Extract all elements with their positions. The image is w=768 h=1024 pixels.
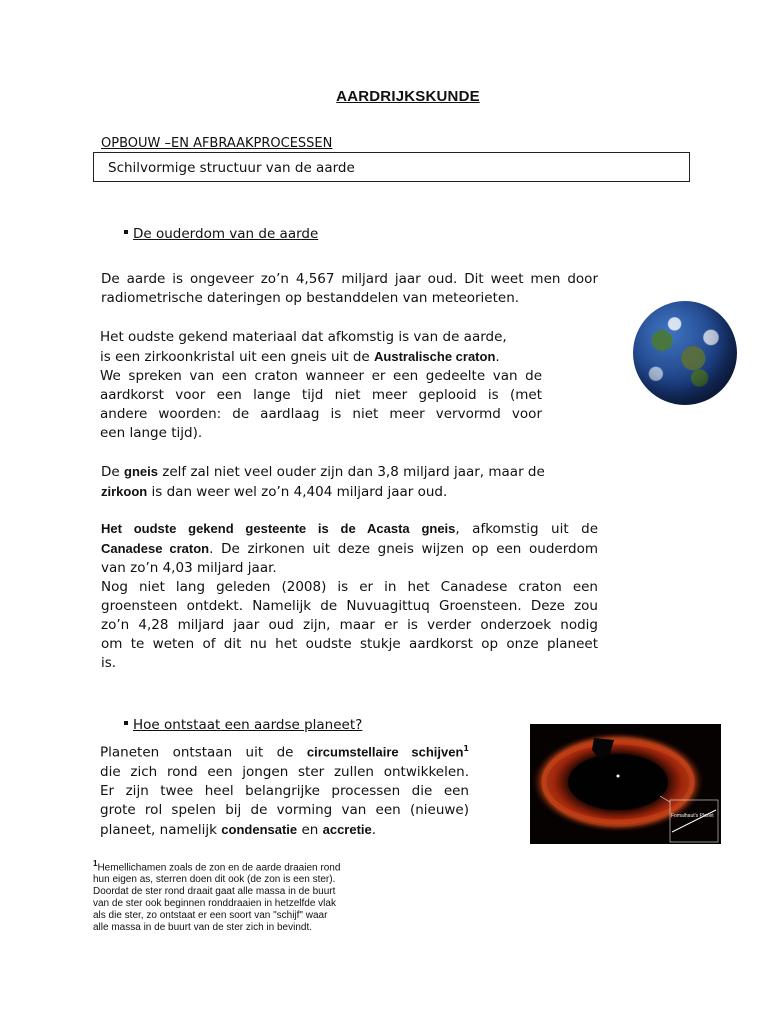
text-line: zirkoon is dan weer wel zo’n 4,404 miljard jaar oud. — [101, 484, 448, 500]
text-line: is. — [101, 655, 117, 671]
paragraph-oldest-material — [100, 328, 542, 443]
bold-term: Het oudste gekend gesteente is de Acasta gneis — [101, 521, 456, 536]
bold-term: Australische craton — [374, 349, 496, 364]
disk-image-drawing — [530, 724, 721, 844]
footnote-line: als die ster, zo ontstaat er een soort van "schijf" waar — [93, 910, 328, 922]
footnote-line: hun eigen as, sterren doen dit ook (de zon is een ster). — [93, 874, 336, 886]
disk-image-caption: Fomalhaut's Planet — [671, 813, 714, 819]
text-line: planeet, namelijk condensatie en accretie. — [100, 821, 377, 838]
footnote-line: van de ster ook beginnen ronddraaien in hetzelfde vlak — [93, 898, 336, 910]
bold-term: circumstellaire schijven — [306, 744, 464, 760]
bullet-marker — [124, 230, 128, 234]
footnote-line: $^1$Hemellichamen zoals de zon en de aarde draaien rond — [93, 859, 341, 874]
bullet-marker — [124, 721, 128, 725]
text-line: We spreken van een craton wanneer er een gedeelte van de — [100, 368, 542, 384]
text-line: van zo’n 4,03 miljard jaar. — [101, 560, 277, 576]
text-line: Nog niet lang geleden (2008) is er in het Canadese craton een — [101, 579, 598, 595]
bold-term: condensatie — [221, 821, 298, 837]
bold-term: gneis — [124, 464, 158, 479]
text-line: zo’n 4,28 miljard jaar oud zijn, maar er is verder onderzoek nodig — [101, 617, 598, 633]
circumstellar-disk-image — [530, 724, 721, 844]
paragraph-age — [101, 270, 598, 308]
text-line: Er zijn twee heel belangrijke processen die een — [100, 782, 469, 799]
section-heading: OPBOUW –EN AFBRAAKPROCESSEN — [101, 136, 333, 151]
bullet-label: Hoe ontstaat een aardse planeet? — [133, 717, 363, 733]
text-line: aardkorst voor een lange tijd niet meer geplooid is (met — [100, 387, 542, 403]
text-line: radiometrische dateringen op bestanddelen van meteorieten. — [101, 290, 520, 306]
bold-term: zirkoon — [101, 484, 148, 499]
earth-image — [633, 301, 737, 405]
paragraph-acasta — [101, 519, 598, 673]
footnote — [93, 858, 393, 934]
footnote-number: 1 — [93, 859, 98, 868]
text-line: De gneis zelf zal niet veel ouder zijn dan 3,8 miljard jaar, maar de — [101, 464, 545, 480]
paragraph-gneis — [101, 462, 581, 502]
text-line: Canadese craton. De zirkonen uit deze gneis wijzen op een ouderdom — [101, 541, 598, 557]
subheading-text: Schilvormige structuur van de aarde — [108, 160, 355, 176]
footnote-ref: 1 — [463, 744, 469, 753]
text-line: Het oudste gekend materiaal dat afkomstig is van de aarde, — [100, 329, 507, 345]
footnote-line: alle massa in de buurt van de ster zich in bevindt. — [93, 922, 313, 934]
bold-term: accretie — [322, 821, 372, 837]
text-line: Planeten ontstaan uit de circumstellaire schijven$^1$ — [100, 744, 469, 761]
paragraph-planet-formation — [100, 739, 469, 840]
text-line: is een zirkoonkristal uit een gneis uit de Australische craton. — [100, 349, 500, 365]
bullet-label: De ouderdom van de aarde — [133, 226, 319, 242]
bold-term: Canadese craton — [101, 541, 210, 556]
bullet-heading-planet — [124, 717, 362, 733]
page-title: AARDRIJKSKUNDE — [336, 88, 480, 105]
bullet-heading-age — [124, 226, 318, 242]
text-line: grote rol spelen bij de vorming van een (nieuwe) — [100, 801, 469, 818]
text-line: die zich rond een jongen ster zullen ontwikkelen. — [100, 763, 469, 780]
footnote-line: Doordat de ster rond draait gaat alle massa in de buurt — [93, 886, 336, 898]
text-line: een lange tijd). — [100, 425, 203, 441]
text-line: groensteen ontdekt. Namelijk de Nuvuagittuq Groensteen. Deze zou — [101, 598, 598, 614]
text-line: Het oudste gekend gesteente is de Acasta gneis, afkomstig uit de — [101, 521, 598, 537]
text-line: andere woorden: de aardlaag is niet meer vervormd voor — [100, 406, 542, 422]
text-line: De aarde is ongeveer zo’n 4,567 miljard jaar oud. Dit weet men door — [101, 271, 598, 287]
subheading-box — [93, 152, 690, 182]
text-line: om te weten of dit nu het oudste stukje aardkorst op onze planeet — [101, 636, 598, 652]
